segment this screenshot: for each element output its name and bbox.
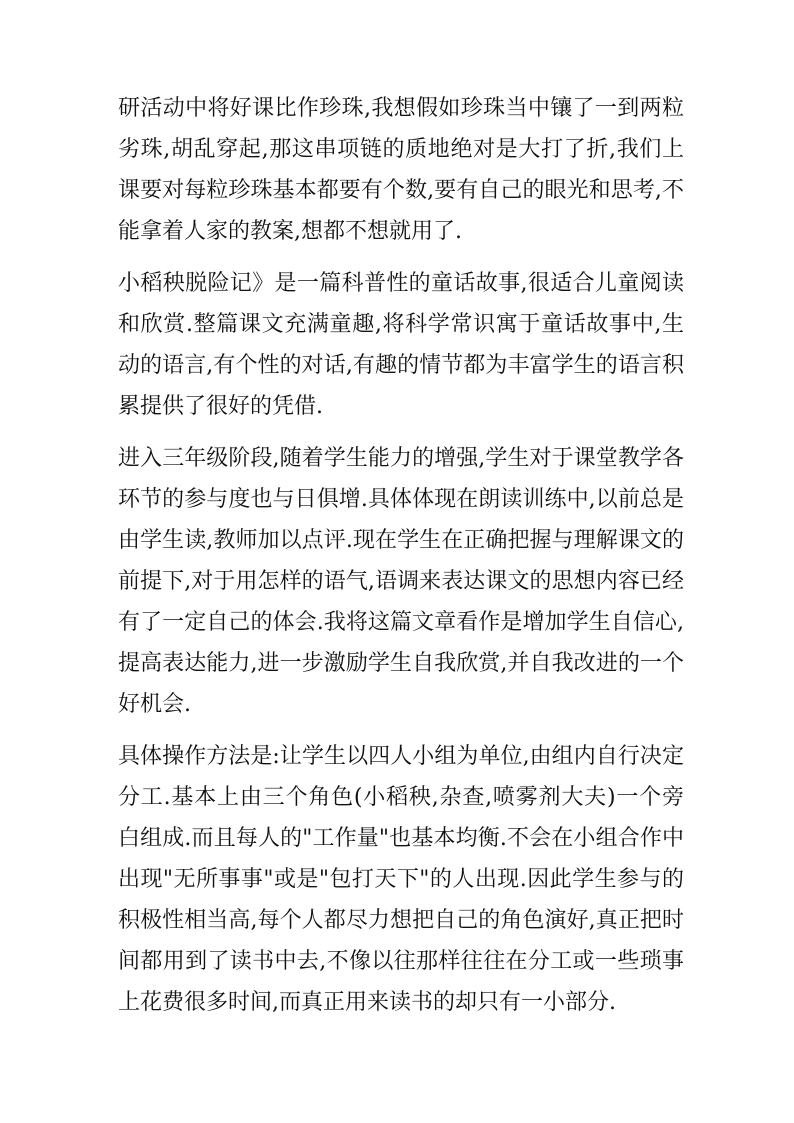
- paragraph-1: 研活动中将好课比作珍珠,我想假如珍珠当中镶了一到两粒劣珠,胡乱穿起,那这串项链的质地绝对是大打了折,我们上课要对每粒珍珠基本都要有个数,要有自己的眼光和思考,不能拿着人家的教案,想都不想就用了.: [118, 96, 684, 244]
- paragraph-3: 进入三年级阶段,随着学生能力的增强,学生对于课堂教学各环节的参与度也与日俱增.具体体现在朗读训练中,以前总是由学生读,教师加以点评.现在学生在正确把握与理解课文的前提下,对于用怎样的语气,语调来表达课文的思想内容已经有了一定自己的体会.我将这篇文章看作是增加学生自信心,提高表达能力,进一步激励学生自我欣赏,并自我改进的一个好机会.: [118, 446, 684, 717]
- paragraph-2: 小稻秧脱险记》是一篇科普性的童话故事,很适合儿童阅读和欣赏.整篇课文充满童趣,将科学常识寓于童话故事中,生动的语言,有个性的对话,有趣的情节都为丰富学生的语言积累提供了很好的凭借.: [118, 271, 684, 419]
- document-body: [118, 88, 684, 1034]
- paragraph-4: 具体操作方法是:让学生以四人小组为单位,由组内自行决定分工.基本上由三个角色(小稻秧,杂查,喷雾剂大夫)一个旁白组成.而且每人的"工作量"也基本均衡.不会在小组合作中出现"无所事事"或是"包打天下"的人出现.因此学生参与的积极性相当高,每个人都尽力想把自己的角色演好,真正把时间都用到了读书中去,不像以往那样往往在分工或一些琐事上花费很多时间,而真正用来读书的却只有一小部分.: [118, 744, 684, 1015]
